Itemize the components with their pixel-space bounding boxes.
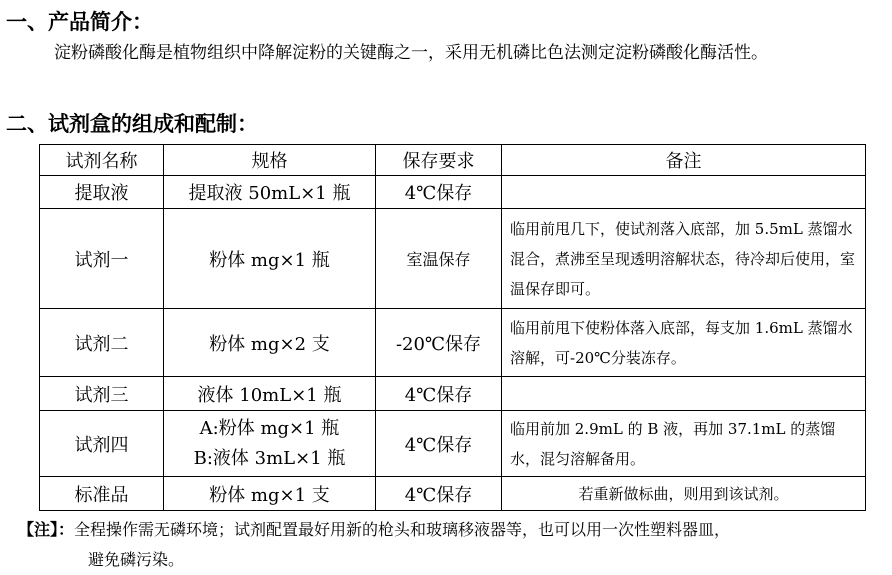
footnote	[18, 515, 886, 575]
reagent-name: 试剂二	[40, 309, 164, 377]
footnote-line-2: 避免磷污染。	[88, 550, 185, 569]
section-heading-intro: 一、产品简介：	[6, 10, 153, 34]
reagent-spec: 粉体 mg×2 支	[164, 309, 376, 377]
table-row	[40, 377, 866, 411]
column-header-name: 试剂名称	[40, 145, 164, 176]
reagent-storage: 室温保存	[376, 209, 502, 309]
reagent-spec: 提取液 50mL×1 瓶	[164, 176, 376, 209]
reagent-name: 试剂四	[40, 411, 164, 477]
reagent-spec	[164, 411, 376, 477]
reagent-note: 临用前甩下使粉体落入底部，每支加 1.6mL 蒸馏水溶解，可-20℃分装冻存。	[502, 309, 866, 377]
footnote-tag: 【注】：	[18, 520, 75, 539]
reagent-name: 提取液	[40, 176, 164, 209]
reagent-spec: 粉体 mg×1 瓶	[164, 209, 376, 309]
table-row	[40, 477, 866, 511]
reagent-table	[39, 144, 866, 511]
reagent-spec: 粉体 mg×1 支	[164, 477, 376, 511]
reagent-name: 标准品	[40, 477, 164, 511]
table-row	[40, 209, 866, 309]
reagent-storage: 4℃保存	[376, 377, 502, 411]
table-row	[40, 411, 866, 477]
reagent-storage: 4℃保存	[376, 477, 502, 511]
reagent-storage: -20℃保存	[376, 309, 502, 377]
reagent-note	[502, 176, 866, 209]
column-header-storage: 保存要求	[376, 145, 502, 176]
table-header-row	[40, 145, 866, 176]
reagent-storage: 4℃保存	[376, 411, 502, 477]
reagent-name: 试剂三	[40, 377, 164, 411]
footnote-text-1: 全程操作需无磷环境；试剂配置最好用新的枪头和玻璃移液器等，也可以用一次性塑料器皿，	[74, 520, 731, 539]
reagent-note: 临用前加 2.9mL 的 B 液，再加 37.1mL 的蒸馏水，混匀溶解备用。	[502, 411, 866, 477]
reagent-note: 临用前甩几下，使试剂落入底部，加 5.5mL 蒸馏水混合，煮沸至呈现透明溶解状态，待冷却后使用，室温保存即可。	[502, 209, 866, 309]
section-heading-composition: 二、试剂盒的组成和配制：	[6, 112, 258, 136]
footnote-line-1	[18, 515, 886, 545]
intro-paragraph: 淀粉磷酸化酶是植物组织中降解淀粉的关键酶之一，采用无机磷比色法测定淀粉磷酸化酶活性。	[54, 43, 768, 63]
reagent-spec: 液体 10mL×1 瓶	[164, 377, 376, 411]
reagent-spec-a: A:粉体 mg×1 瓶	[199, 417, 340, 439]
table-row	[40, 176, 866, 209]
reagent-name: 试剂一	[40, 209, 164, 309]
column-header-spec: 规格	[164, 145, 376, 176]
reagent-note: 若重新做标曲，则用到该试剂。	[502, 477, 866, 511]
reagent-storage: 4℃保存	[376, 176, 502, 209]
column-header-note: 备注	[502, 145, 866, 176]
table-row	[40, 309, 866, 377]
reagent-note	[502, 377, 866, 411]
reagent-spec-b: B:液体 3mL×1 瓶	[193, 447, 346, 469]
